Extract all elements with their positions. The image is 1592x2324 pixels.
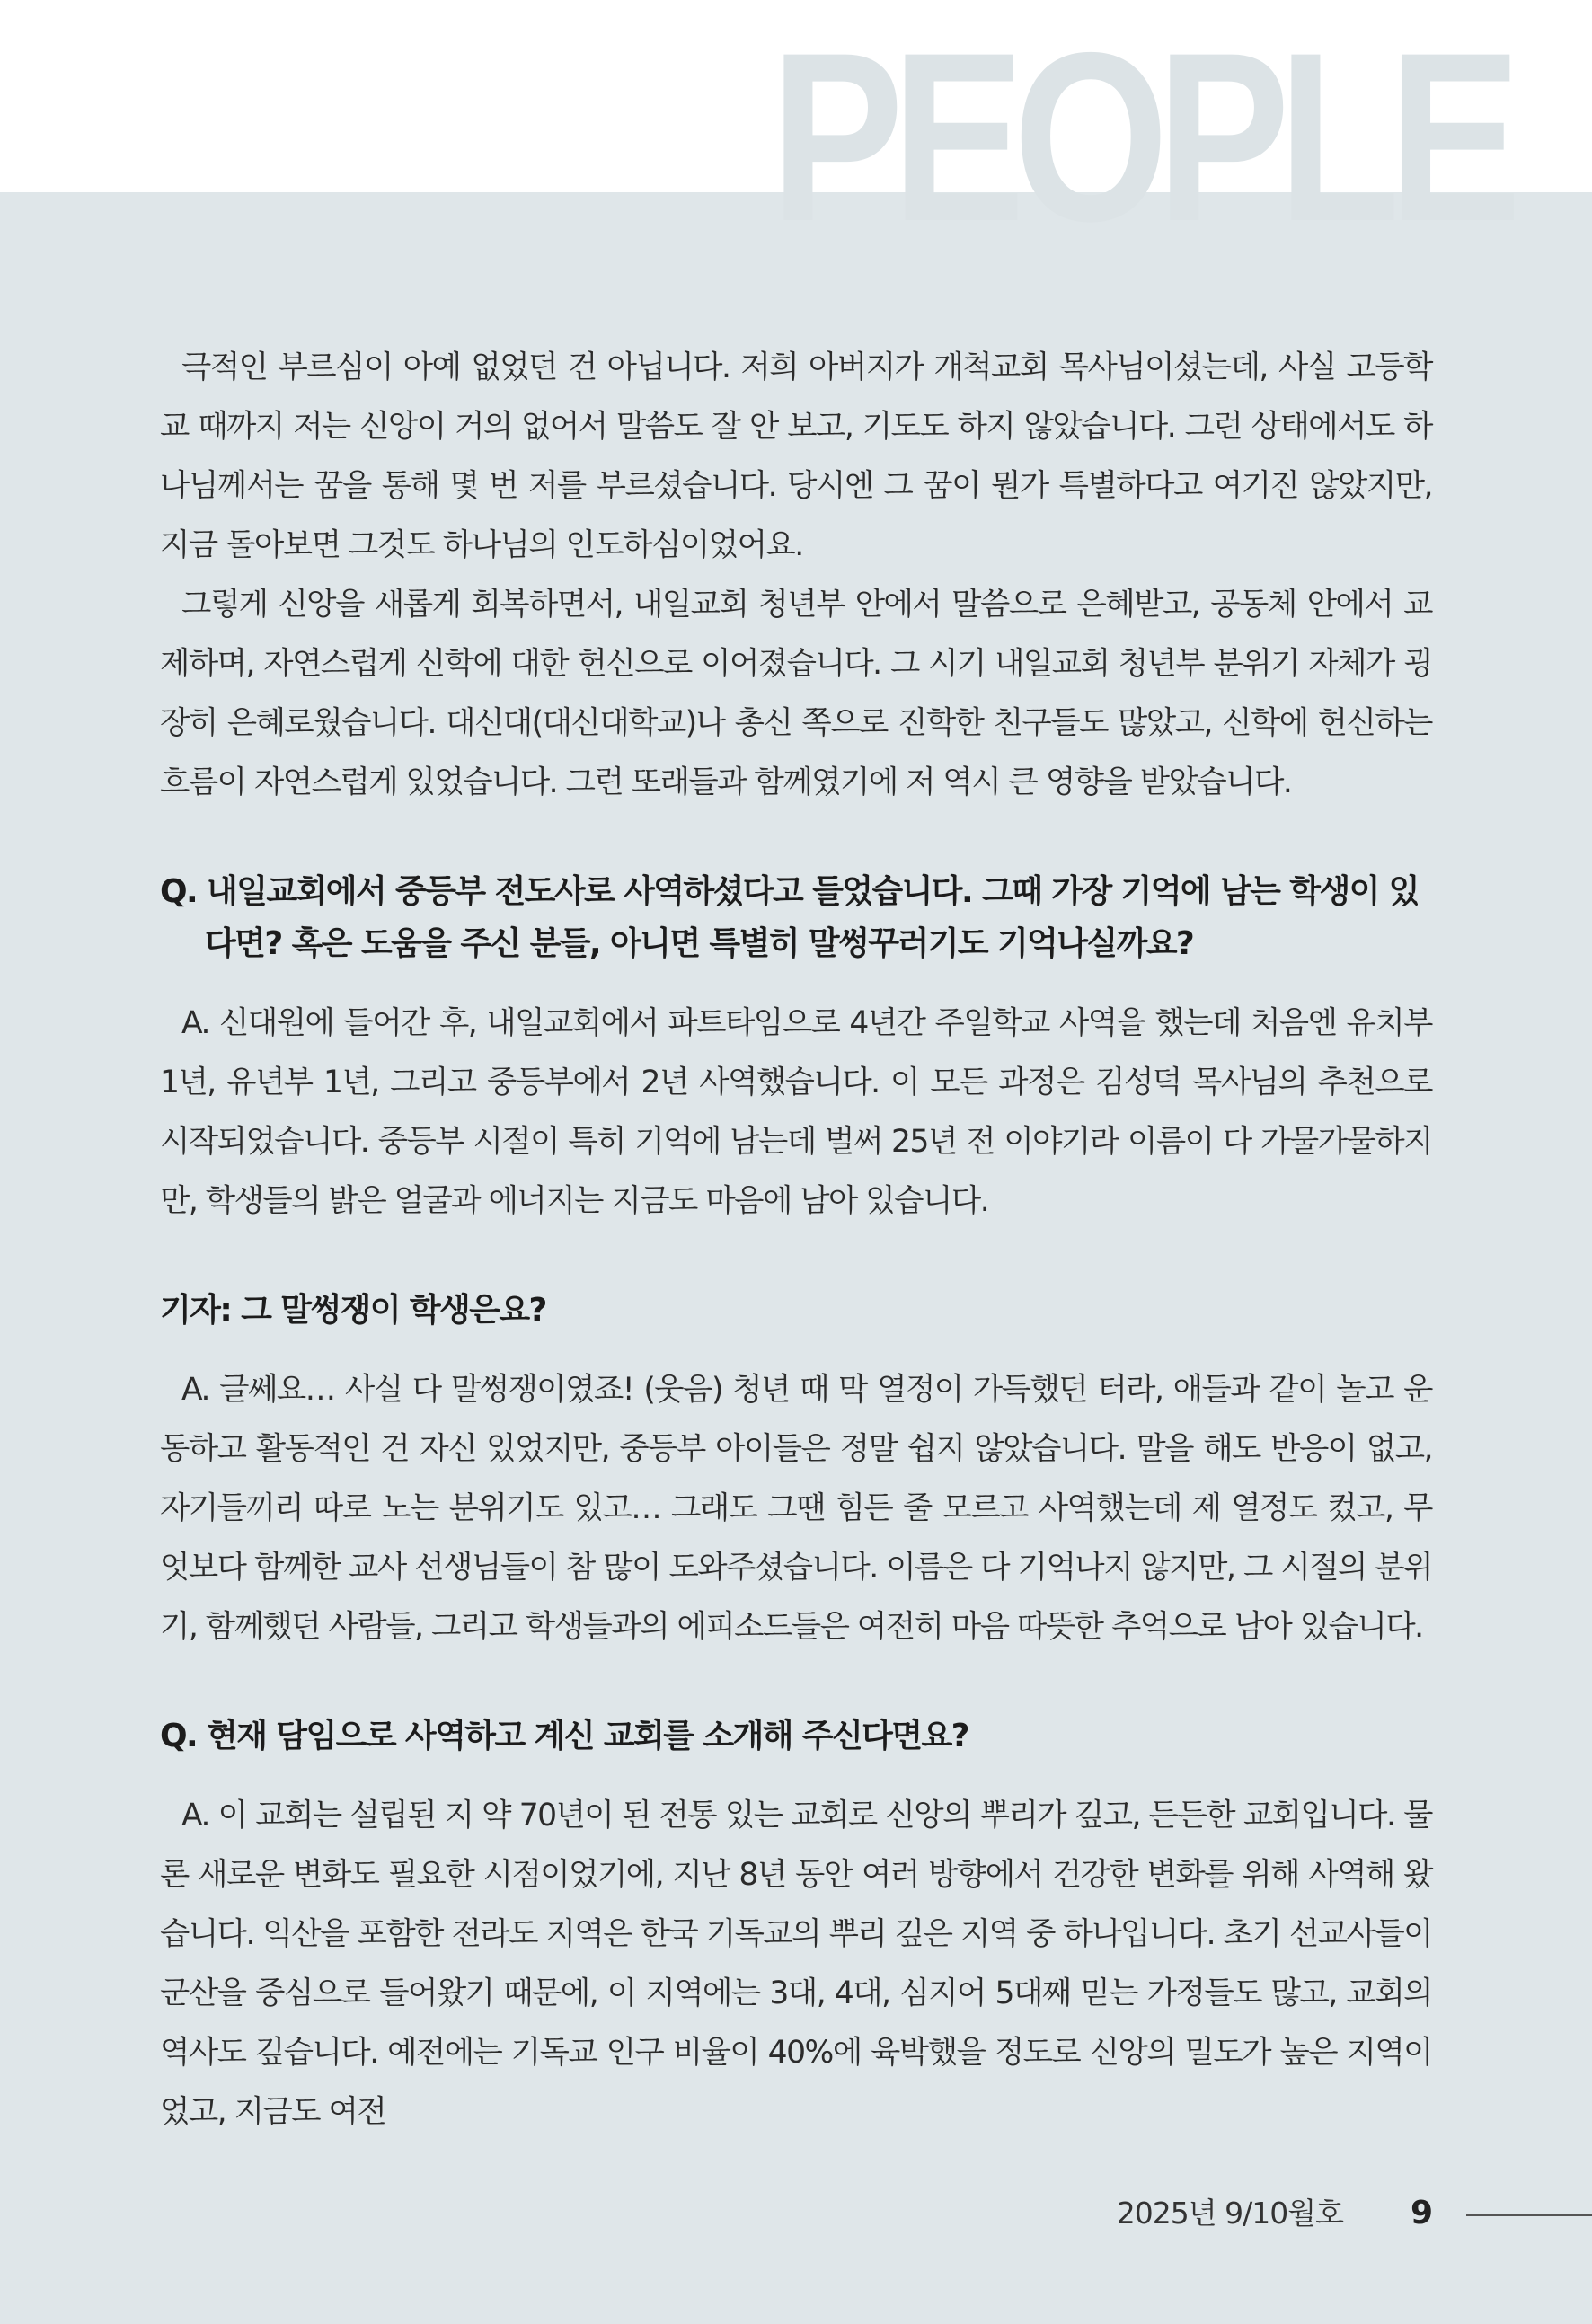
section-title: PEOPLE <box>770 2 1509 271</box>
paragraph: 그렇게 신앙을 새롭게 회복하면서, 내일교회 청년부 안에서 말씀으로 은혜받고, 공동체 안에서 교제하며, 자연스럽게 신학에 대한 헌신으로 이어졌습니다. 그 시기 내일교회 청년부 분위기 자체가 굉장히 은혜로웠습니다. 대신대(대신대학교)나 총신 쪽으로 진학한 친구들도 많았고, 신학에 헌신하는 흐름이 자연스럽게 있었습니다. 그런 또래들과 함께였기에 저 역시 큰 영향을 받았습니다. <box>160 587 1432 800</box>
interview-answer: A. 글쎄요… 사실 다 말썽쟁이였죠! (웃음) 청년 때 막 열정이 가득했던 터라, 애들과 같이 놀고 운동하고 활동적인 건 자신 있었지만, 중등부 아이들은 정말 쉽지 않았습니다. 말을 해도 반응이 없고, 자기들끼리 따로 노는 분위기도 있고… 그래도 그땐 힘든 줄 모르고 사역했는데 제 열정도 컸고, 무엇보다 함께한 교사 선생님들이 참 많이 도와주셨습니다. 이름은 다 기억나지 않지만, 그 시절의 분위기, 함께했던 사람들, 그리고 학생들과의 에피소드들은 여전히 마음 따뜻한 추억으로 남아 있습니다. <box>160 1372 1432 1645</box>
issue-label: 2025년 9/10월호 <box>1116 2196 1343 2231</box>
qa-block <box>160 1710 1432 2142</box>
footer-rule <box>1466 2214 1592 2216</box>
interview-question: Q. 내일교회에서 중등부 전도사로 사역하셨다고 들었습니다. 그때 가장 기억에 남는 학생이 있다면? 혹은 도움을 주신 분들, 아니면 특별히 말썽꾸러기도 기억나실까요? <box>160 873 1419 962</box>
qa-block <box>160 866 1432 1231</box>
paragraph: 극적인 부르심이 아예 없었던 건 아닙니다. 저희 아버지가 개척교회 목사님이셨는데, 사실 고등학교 때까지 저는 신앙이 거의 없어서 말씀도 잘 안 보고, 기도도 하지 않았습니다. 그런 상태에서도 하나님께서는 꿈을 통해 몇 번 저를 부르셨습니다. 당시엔 그 꿈이 뭔가 특별하다고 여기진 않았지만, 지금 돌아보면 그것도 하나님의 인도하심이었어요. <box>160 349 1432 563</box>
interview-answer: A. 이 교회는 설립된 지 약 70년이 된 전통 있는 교회로 신앙의 뿌리가 깊고, 든든한 교회입니다. 물론 새로운 변화도 필요한 시점이었기에, 지난 8년 동안 여러 방향에서 건강한 변화를 위해 사역해 왔습니다. 익산을 포함한 전라도 지역은 한국 기독교의 뿌리 깊은 지역 중 하나입니다. 초기 선교사들이 군산을 중심으로 들어왔기 때문에, 이 지역에는 3대, 4대, 심지어 5대째 믿는 가정들도 많고, 교회의 역사도 깊습니다. 예전에는 기독교 인구 비율이 40%에 육박했을 정도로 신앙의 밀도가 높은 지역이었고, 지금도 여전 <box>160 1798 1432 2130</box>
page-number: 9 <box>1411 2195 1434 2231</box>
page-footer <box>0 2192 1592 2235</box>
interview-answer: A. 신대원에 들어간 후, 내일교회에서 파트타임으로 4년간 주일학교 사역을 했는데 처음엔 유치부 1년, 유년부 1년, 그리고 중등부에서 2년 사역했습니다. 이 모든 과정은 김성덕 목사님의 추천으로 시작되었습니다. 중등부 시절이 특히 기억에 남는데 벌써 25년 전 이야기라 이름이 다 가물가물하지만, 학생들의 밝은 얼굴과 에너지는 지금도 마음에 남아 있습니다. <box>160 1005 1432 1219</box>
interview-question: Q. 현재 담임으로 사역하고 계신 교회를 소개해 주신다면요? <box>160 1718 968 1754</box>
intro-block <box>160 338 1432 812</box>
qa-block <box>160 1285 1432 1657</box>
interview-question: 기자: 그 말썽쟁이 학생은요? <box>160 1292 546 1329</box>
article-body <box>160 338 1432 2196</box>
